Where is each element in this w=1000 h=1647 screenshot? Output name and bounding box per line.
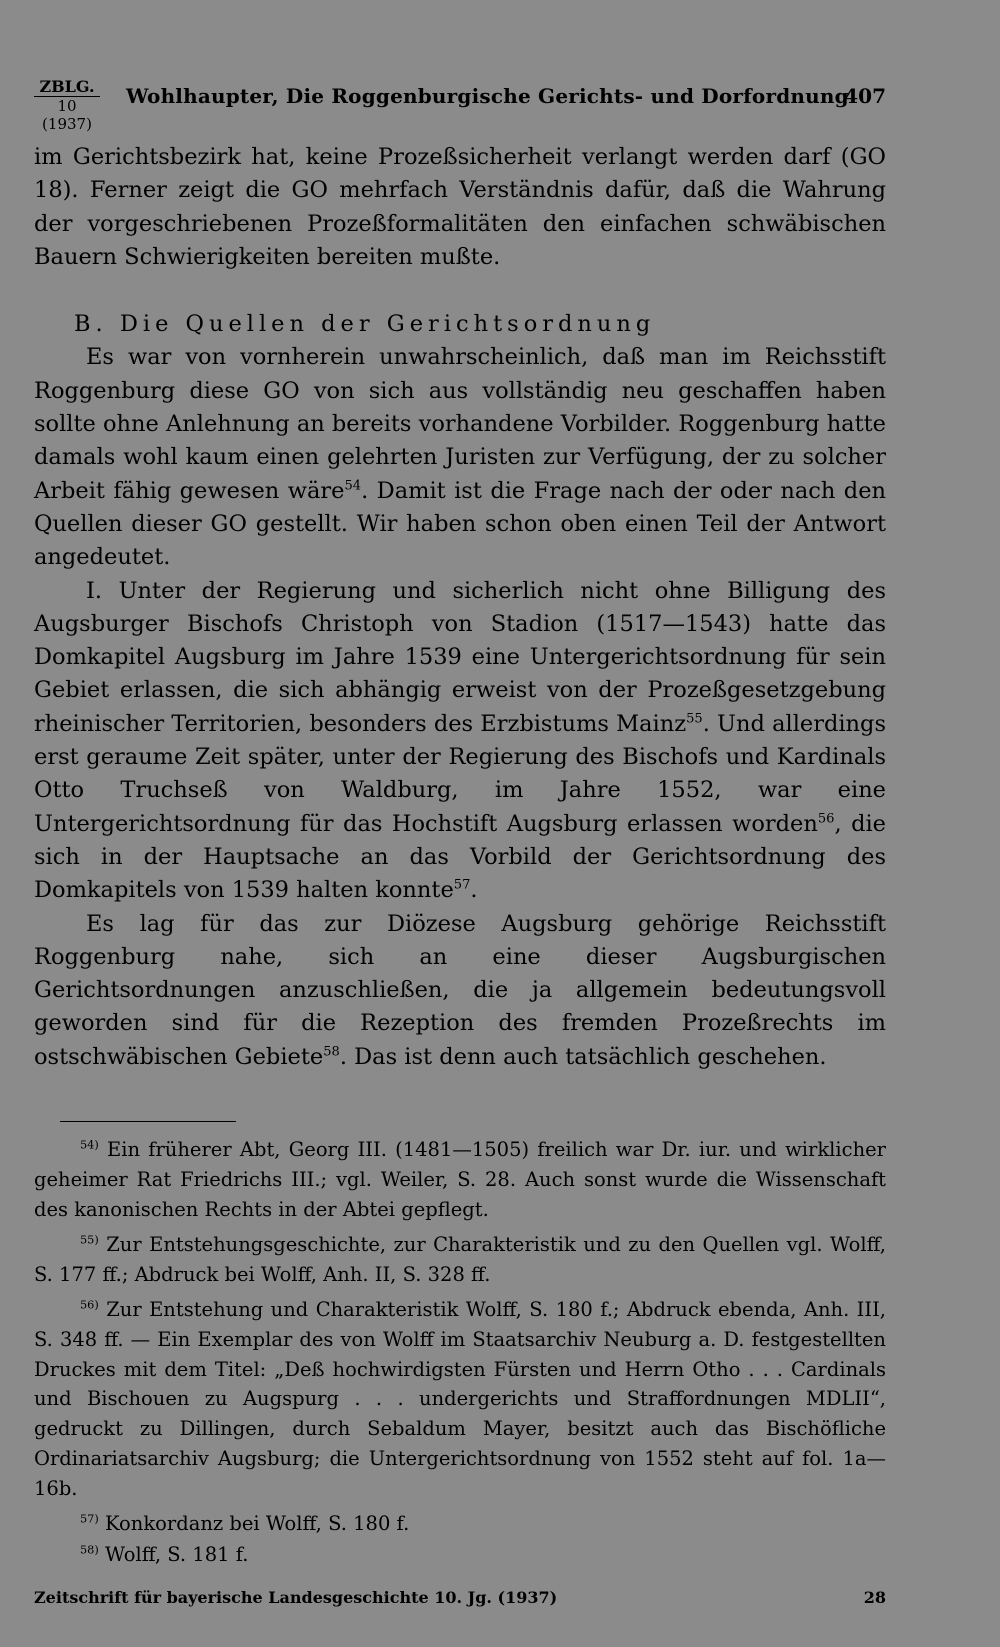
paragraph xyxy=(34,575,886,908)
footnote-text: Zur Entstehung und Charakteristik Wolff, S. 180 f.; Abdruck ebenda, Anh. III, S. 348 ff. — Ein Exemplar des von Wolff im Staatsarchiv Neuburg a. D. festgestellten Druckes mit dem Titel: „Deß hochwirdigsten Fürsten und Herrn Otho . . . Cardinals und Bischouen zu Augspurg . . . undergerichts und Straffordnungen MDLII“, gedruckt zu Dillingen, durch Sebaldum Mayer, besitzt auch das Bischöfliche Ordinariatsarchiv Augsburg; die Untergerichtsordnung von 1552 steht auf fol. 1a—16b. xyxy=(34,1297,886,1500)
footnote-ref-57[interactable]: 57 xyxy=(453,877,471,893)
journal-volume: 10 (1937) xyxy=(34,96,100,133)
paragraph-text: I. Unter der Regierung und sicherlich nicht ohne Billigung des Augsburger Bischofs Christoph von Stadion (1517—1543) hatte das Domkapitel Augsburg im Jahre 1539 eine Untergerichtsordnung für sein Gebiet erlassen, die sich abhängig erweist von der Prozeßgesetzgebung rheinischer Territorien, besonders des Erzbistums Mainz xyxy=(34,577,886,737)
footnote-ref-56[interactable]: 56 xyxy=(817,811,835,827)
footnote-text: Konkordanz bei Wolff, S. 180 f. xyxy=(98,1511,410,1535)
running-header xyxy=(34,77,886,133)
footnote-54 xyxy=(34,1135,886,1224)
footnote-ref-54[interactable]: 54 xyxy=(344,478,362,494)
section-heading: B. Die Quellen der Gerichtsordnung xyxy=(74,311,656,338)
paragraph xyxy=(34,908,886,1074)
footnote-ref-55[interactable]: 55 xyxy=(686,711,703,727)
footnote-separator xyxy=(60,1121,236,1122)
paragraph-text: . Damit ist die Frage nach der oder nach den Quellen dieser GO gestellt. Wir haben schon oben einen Teil der Antwort angedeutet. xyxy=(34,477,886,571)
paragraph-text: . Das ist denn auch tatsächlich geschehen. xyxy=(339,1043,827,1070)
footnote-text: Ein früherer Abt, Georg III. (1481—1505) freilich war Dr. iur. und wirklicher geheimer Rat Friedrichs III.; vgl. Weiler, S. 28. Auch sonst wurde die Wissenschaft des kanonischen Rechts in der Abtei gepflegt. xyxy=(34,1138,886,1221)
sheet-number: 28 xyxy=(863,1588,886,1607)
page-footer xyxy=(34,1588,886,1612)
paragraph xyxy=(34,341,886,574)
journal-abbreviation: ZBLG. xyxy=(39,77,95,96)
paragraph-text: . xyxy=(470,877,478,904)
body-text xyxy=(34,141,886,1074)
footnote-55 xyxy=(34,1230,886,1290)
footnote-56 xyxy=(34,1295,886,1504)
footnote-number: 57) xyxy=(80,1512,99,1526)
footnotes xyxy=(34,1135,886,1570)
footnote-57 xyxy=(34,1509,886,1539)
footnote-ref-58[interactable]: 58 xyxy=(323,1044,340,1060)
paragraph-text: Es lag für das zur Diözese Augsburg gehörige Reichsstift Roggenburg nahe, sich an eine dieser Augsburgischen Gerichtsordnungen anzuschließen, die ja allgemein bedeutungsvoll geworden sind für die Rezeption des fremden Prozeßrechts im ostschwäbischen Gebiete xyxy=(34,910,886,1070)
journal-reference xyxy=(34,78,100,133)
page-number: 407 xyxy=(844,84,886,108)
footnote-text: Wolff, S. 181 f. xyxy=(98,1543,249,1567)
footnote-number: 54) xyxy=(80,1138,99,1152)
footnote-text: Zur Entstehungsgeschichte, zur Charakteristik und zu den Quellen vgl. Wolff, S. 177 ff.; Abdruck bei Wolff, Anh. II, S. 328 ff. xyxy=(34,1233,886,1287)
paragraph-text: Es war von vornherein unwahrscheinlich, daß man im Reichsstift Roggenburg diese GO von sich aus vollständig neu geschaffen haben sollte ohne Anlehnung an bereits vorhandene Vorbilder. Roggenburg hatte damals wohl kaum einen gelehrten Juristen zur Verfügung, der zu solcher Arbeit fähig gewesen wäre xyxy=(34,344,886,504)
footnote-number: 56) xyxy=(80,1298,99,1312)
footnote-number: 55) xyxy=(80,1233,99,1247)
running-title: Wohlhaupter, Die Roggenburgische Gerichts- und Dorfordnung xyxy=(126,84,849,108)
footnote-58 xyxy=(34,1540,886,1570)
paragraph-text: , die sich in der Hauptsache an das Vorbild der Gerichtsordnung des Domkapitels von 1539 halten konnte xyxy=(34,810,887,904)
footnote-number: 58) xyxy=(80,1543,99,1557)
paragraph-text: . Und allerdings erst geraume Zeit später, unter der Regierung des Bischofs und Kardinals Otto Truchseß von Waldburg, im Jahre 1552, war eine Untergerichtsordnung für das Hochstift Augsburg erlassen worden xyxy=(34,710,886,837)
footer-journal: Zeitschrift für bayerische Landesgeschichte 10. Jg. (1937) xyxy=(34,1588,558,1607)
paragraph-continued: im Gerichtsbezirk hat, keine Prozeßsicherheit verlangt werden darf (GO 18). Ferner zeigt die GO mehrfach Verständnis dafür, daß die Wahrung der vorgeschriebenen Prozeßformalitäten den einfachen schwäbischen Bauern Schwierigkeiten bereiten mußte. xyxy=(34,144,886,270)
